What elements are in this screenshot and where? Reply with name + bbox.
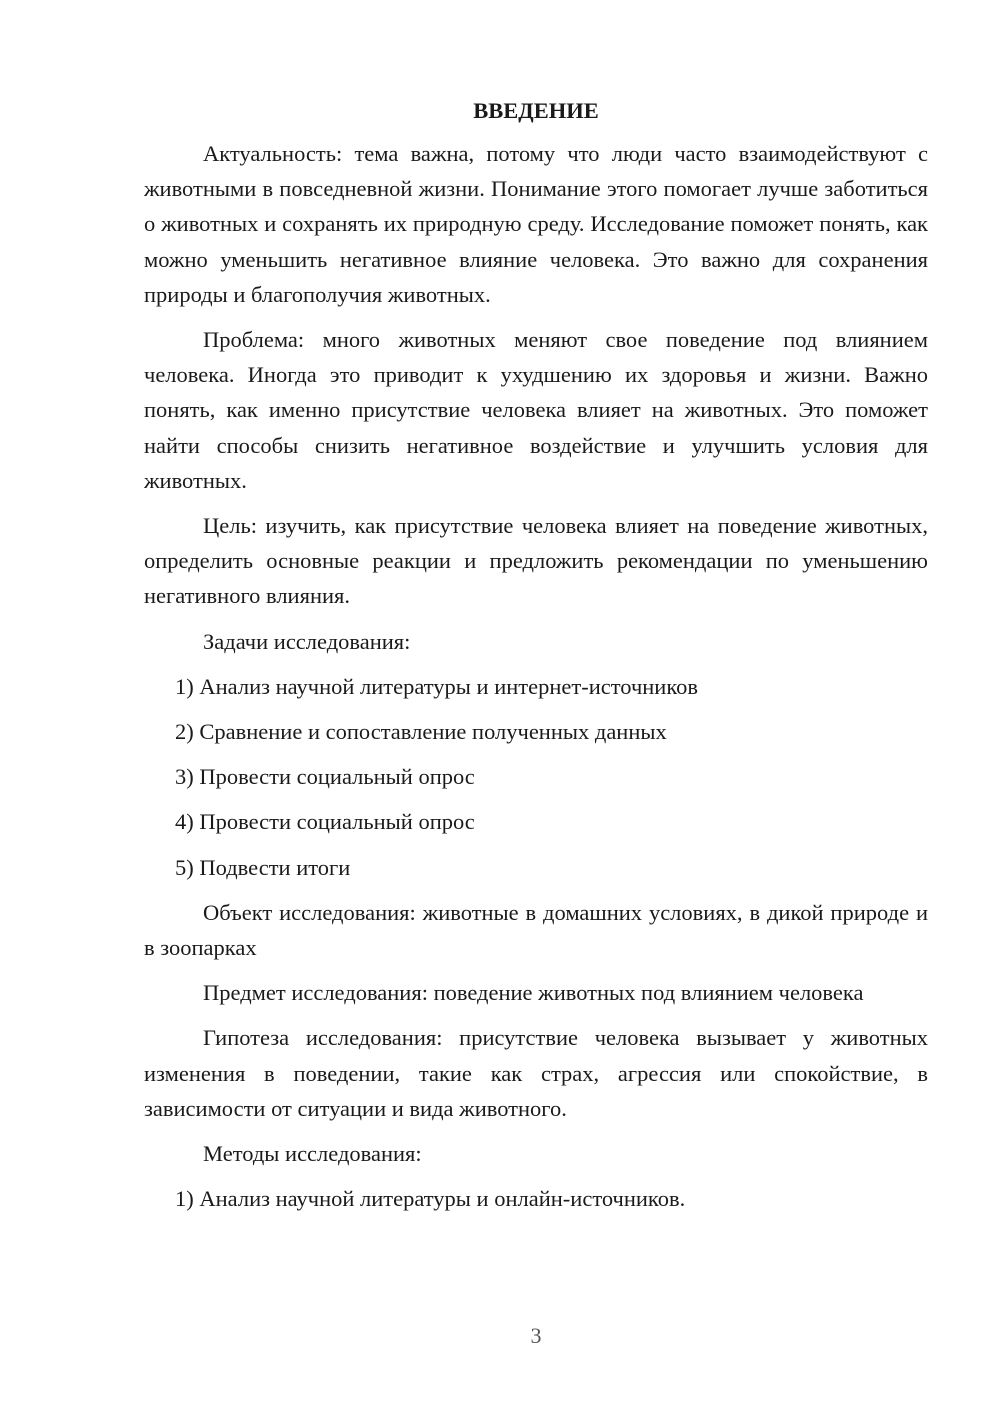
goal-paragraph: Цель: изучить, как присутствие человека влияет на поведение животных, определить основные реакции и предложить рекомендации по уменьшению негативного влияния. bbox=[144, 513, 928, 609]
problem-paragraph: Проблема: много животных меняют свое поведение под влиянием человека. Иногда это приводит к ухудшению их здоровья и жизни. Важно понять, как именно присутствие человека влияет на животных. Это поможет найти способы снизить негативное воздействие и улучшить условия для животных. bbox=[144, 327, 928, 493]
tasks-heading: Задачи исследования: bbox=[203, 628, 411, 654]
task-item: 1) Анализ научной литературы и интернет-источников bbox=[175, 673, 699, 699]
task-item: 3) Провести социальный опрос bbox=[175, 764, 475, 790]
page-content bbox=[144, 93, 928, 1216]
hypothesis-paragraph: Гипотеза исследования: присутствие человека вызывает у животных изменения в поведении, такие как страх, агрессия или спокойствие, в зависимости от ситуации и вида животного. bbox=[144, 1025, 928, 1121]
task-item: 2) Сравнение и сопоставление полученных данных bbox=[175, 719, 667, 745]
object-paragraph: Объект исследования: животные в домашних условиях, в дикой природе и в зоопарках bbox=[144, 899, 928, 961]
relevance-paragraph: Актуальность: тема важна, потому что люди часто взаимодействуют с животными в повседневной жизни. Понимание этого помогает лучше заботиться о животных и сохранять их природную среду. Исследование поможет понять, как можно уменьшить негативное влияние человека. Это важно для сохранения природы и благополучия животных. bbox=[144, 141, 928, 307]
method-item: 1) Анализ научной литературы и онлайн-источников. bbox=[175, 1186, 686, 1212]
subject-paragraph: Предмет исследования: поведение животных под влиянием человека bbox=[203, 980, 864, 1006]
page-number: 3 bbox=[530, 1323, 542, 1348]
task-item: 4) Провести социальный опрос bbox=[175, 809, 475, 835]
page-title: ВВЕДЕНИЕ bbox=[473, 98, 599, 123]
task-item: 5) Подвести итоги bbox=[175, 854, 351, 880]
methods-heading: Методы исследования: bbox=[203, 1141, 422, 1167]
